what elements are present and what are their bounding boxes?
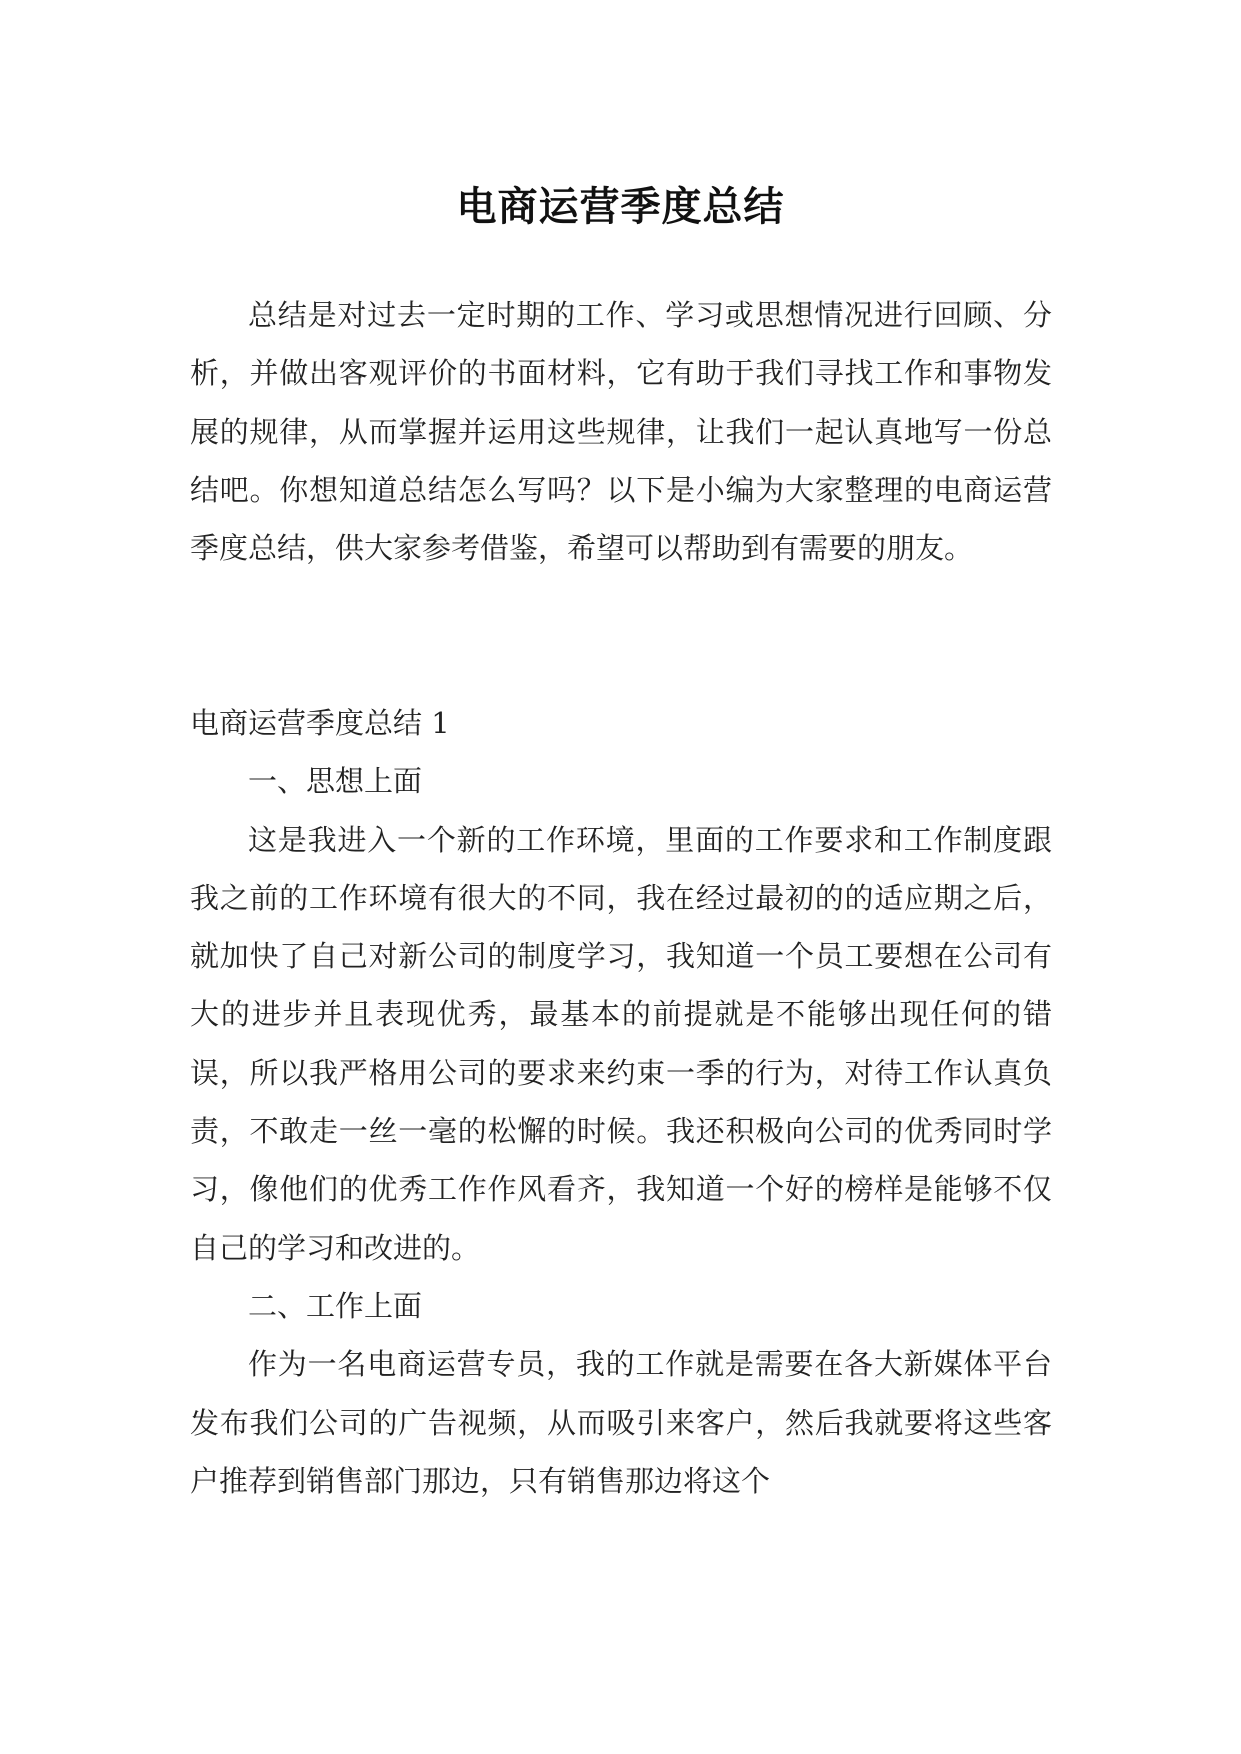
intro-paragraph: 总结是对过去一定时期的工作、学习或思想情况进行回顾、分析，并做出客观评价的书面材料，它有助于我们寻找工作和事物发展的规律，从而掌握并运用这些规律，让我们一起认真地写一份总结吧。你想知道总结怎么写吗？以下是小编为大家整理的电商运营季度总结，供大家参考借鉴，希望可以帮助到有需要的朋友。 [190, 298, 1052, 566]
part1-paragraph: 这是我进入一个新的工作环境，里面的工作要求和工作制度跟我之前的工作环境有很大的不同，我在经过最初的的适应期之后，就加快了自己对新公司的制度学习，我知道一个员工要想在公司有大的进步并且表现优秀，最基本的前提就是不能够出现任何的错误，所以我严格用公司的要求来约束一季的行为，对待工作认真负责，不敢走一丝一毫的松懈的时候。我还积极向公司的优秀同时学习，像他们的优秀工作作风看齐，我知道一个好的榜样是能够不仅自己的学习和改进的。 [190, 822, 1052, 1265]
intro-block [190, 286, 1052, 577]
part1-heading: 一、思想上面 [248, 764, 423, 799]
section-1 [190, 694, 1052, 1510]
part2-heading: 二、工作上面 [248, 1288, 423, 1323]
section-title: 电商运营季度总结 1 [190, 706, 450, 740]
part2-paragraph: 作为一名电商运营专员，我的工作就是需要在各大新媒体平台发布我们公司的广告视频，从而吸引来客户，然后我就要将这些客户推荐到销售部门那边，只有销售那边将这个 [190, 1347, 1052, 1498]
document-title: 电商运营季度总结 [456, 183, 785, 230]
